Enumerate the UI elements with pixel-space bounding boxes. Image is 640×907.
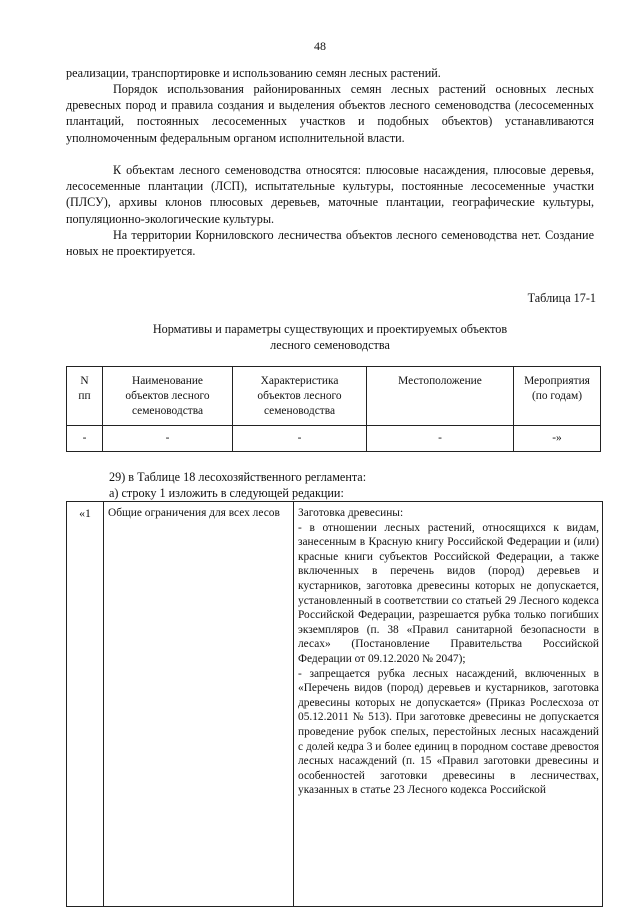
cell-n: - [67,426,103,452]
cell-measures: -» [514,426,601,452]
row-text-2: - запрещается рубка лесных насаждений, включенных в «Перечень видов (пород) деревьев и кустарников, заготовка древесины которых не допускается» (Приказ Рослесхоза от 05.12.2011 № 513). При заготовке древесины не допускается проведение рубок спелых, перестойных лесных насаждений с долей кедра 3 и более единиц в породном составе древостоя лесных насаждений (п. 15 «Правил заготовки древесины и особенностей заготовки древесины в лесничествах, указанных в статье 23 Лесного кодекса Российской [298,667,599,797]
header-n [67,367,103,426]
table-title-line2: лесного семеноводства [270,338,390,352]
cell-characteristic: - [233,426,367,452]
table-17-1 [66,366,601,452]
amendment-line-2: а) строку 1 изложить в следующей редакции: [109,486,344,500]
table-row [67,426,601,452]
table-header-row [67,367,601,426]
table-title-line1: Нормативы и параметры существующих и проектируемых объектов [152,322,508,336]
header-characteristic: Характеристика объектов лесного семеноводства [233,367,367,426]
page-number: 48 [314,39,326,53]
paragraph-1: реализации, транспортировке и использованию семян лесных растений. [66,66,441,80]
cell-name: - [103,426,233,452]
row-heading: Заготовка древесины: [298,507,404,519]
header-name: Наименование объектов лесного семеноводства [103,367,233,426]
paragraph-2: Порядок использования районированных семян лесных растений основных лесных древесных пород и правила создания и выделения объектов лесного семеноводства (лесосеменных плантаций, постоянных лесосеменных участков и подобных объектов) устанавливаются уполномоченным федеральным органом исполнительной власти. [66,82,594,145]
header-measures: Мероприятия (по годам) [514,367,601,426]
header-n-line2: пп [78,389,91,402]
row-number: «1 [79,506,91,520]
table-row [67,502,603,907]
row-number-cell [67,502,104,907]
paragraph-4: На территории Корниловского лесничества объектов лесного семеноводства нет. Создание новых не проектируется. [66,228,594,259]
row-content-cell [294,502,603,907]
amendment-line-1: 29) в Таблице 18 лесохозяйственного регламента: [109,470,367,484]
table-18-row-1 [66,501,603,907]
row-text-1: - в отношении лесных растений, относящихся к видам, занесенным в Красную книгу Российской Федерации и (или) красные книги субъектов Российской Федерации, а также включенных в перечень видов (пород) деревьев и кустарников, заготовка древесины которых не допускается, установленный в соответствии со статьей 29 Лесного кодекса Российской Федерации, разрешается рубка только погибших экземпляров (п. 38 «Правил санитарной безопасности в лесах» (Постановление Правительства Российской Федерации от 09.12.2020 № 2047); [298,521,599,665]
table-label: Таблица 17-1 [527,291,596,305]
header-n-line1: N [80,375,89,387]
paragraph-3: К объектам лесного семеноводства относятся: плюсовые насаждения, плюсовые деревья, лесосеменные плантации (ЛСП), испытательные культуры, постоянные лесосеменные участки (ПЛСУ), архивы клонов плюсовых деревьев, маточные плантации, географические культуры, популяционно-экологические культуры. [66,163,594,226]
cell-location: - [367,426,514,452]
row-name-cell: Общие ограничения для всех лесов [104,502,294,907]
header-location: Местоположение [367,367,514,426]
table-title [60,321,600,353]
